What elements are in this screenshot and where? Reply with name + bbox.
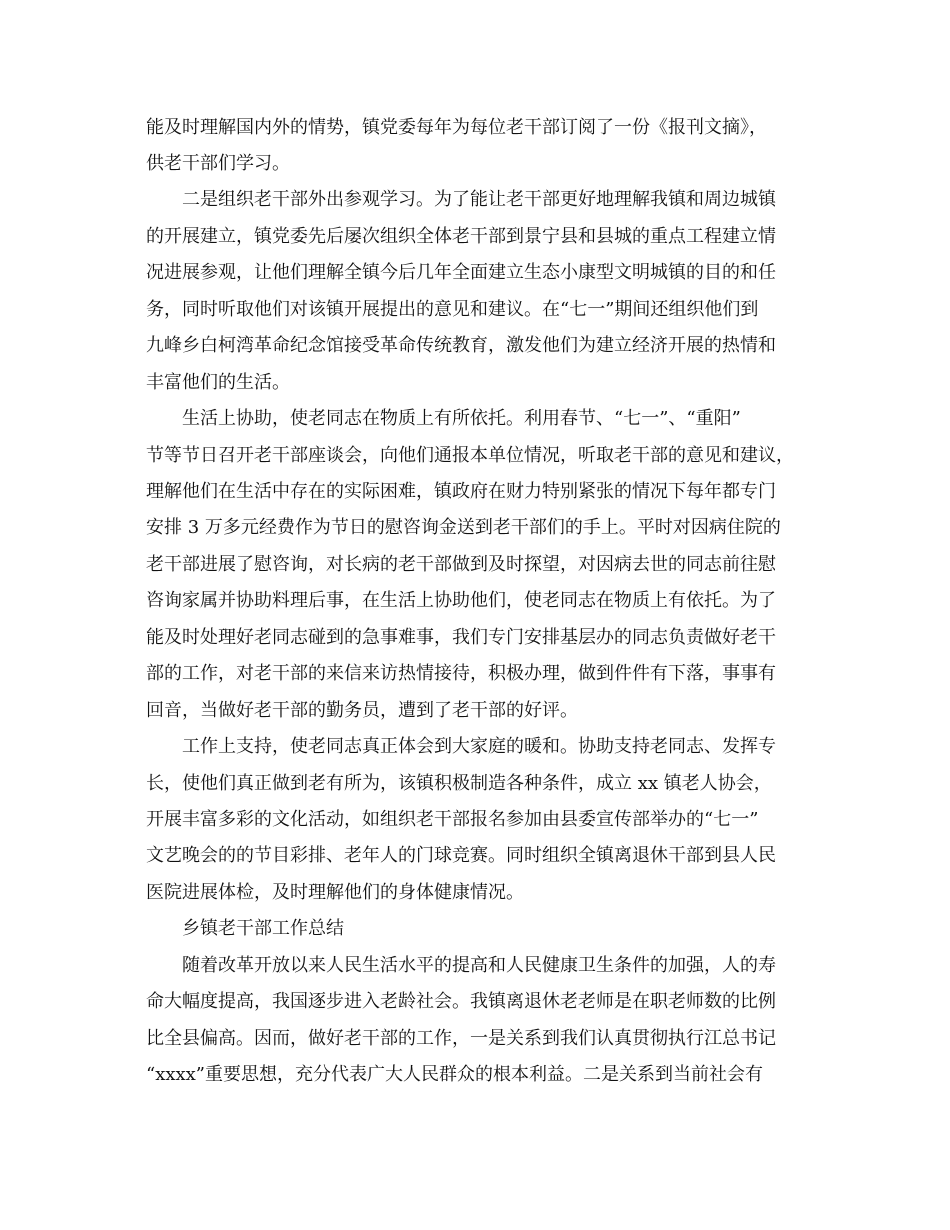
text-line: 况进展参观，让他们理解全镇今后几年全面建立生态小康型文明城镇的目的和任 (146, 262, 776, 283)
text-line: “xxxx”重要思想，充分代表广大人民群众的根本利益。二是关系到当前社会有 (146, 1064, 764, 1085)
text-line: 老干部进展了慰咨询，对长病的老干部做到及时探望，对因病去世的同志前往慰 (146, 554, 776, 575)
text-line: 九峰乡白柯湾革命纪念馆接受革命传统教育，激发他们为建立经济开展的热情和 (146, 335, 776, 356)
paragraph-start: 工作上支持，使老同志真正体会到大家庭的暖和。协助支持老同志、发挥专 (182, 736, 776, 757)
text-line: 回音，当做好老干部的勤务员，遭到了老干部的好评。 (146, 700, 578, 721)
text-line: 供老干部们学习。 (146, 153, 290, 174)
paragraph-start: 随着改革开放以来人民生活水平的提高和人民健康卫生条件的加强，人的寿 (182, 955, 776, 976)
text-line: 的开展建立，镇党委先后屡次组织全体老干部到景宁县和县城的重点工程建立情 (146, 226, 776, 247)
text-line: 节等节日召开老干部座谈会，向他们通报本单位情况，听取老干部的意见和建议， (146, 445, 794, 466)
text-line: 开展丰富多彩的文化活动，如组织老干部报名参加由县委宣传部举办的“七一” (146, 809, 759, 830)
text-line: 安排 3 万多元经费作为节日的慰咨询金送到老干部们的手上。平时对因病住院的 (146, 517, 781, 538)
text-line: 能及时处理好老同志碰到的急事难事，我们专门安排基层办的同志负责做好老干 (146, 627, 776, 648)
text-line: 能及时理解国内外的情势，镇党委每年为每位老干部订阅了一份《报刊文摘》， (146, 117, 767, 138)
text-line: 部的工作，对老干部的来信来访热情接待，积极办理，做到件件有下落，事事有 (146, 663, 776, 684)
text-line: 长，使他们真正做到老有所为，该镇积极制造各种条件，成立 xx 镇老人协会， (146, 773, 772, 794)
paragraph-start: 二是组织老干部外出参观学习。为了能让老干部更好地理解我镇和周边城镇 (182, 189, 776, 210)
text-line: 命大幅度提高，我国逐步进入老龄社会。我镇离退休老老师是在职老师数的比例 (146, 991, 776, 1012)
text-line: 咨询家属并协助料理后事，在生活上协助他们，使老同志在物质上有依托。为了 (146, 590, 776, 611)
text-line: 医院进展体检，及时理解他们的身体健康情况。 (146, 882, 524, 903)
text-line: 务，同时听取他们对该镇开展提出的意见和建议。在“七一”期间还组织他们到 (146, 299, 759, 320)
text-line: 理解他们在生活中存在的实际困难，镇政府在财力特别紧张的情况下每年都专门 (146, 481, 776, 502)
text-line: 文艺晚会的的节目彩排、老年人的门球竞赛。同时组织全镇离退休干部到县人民 (146, 845, 776, 866)
text-line: 丰富他们的生活。 (146, 372, 290, 393)
paragraph-start: 生活上协助，使老同志在物质上有所依托。利用春节、“七一”、“重阳” (182, 408, 741, 429)
section-heading: 乡镇老干部工作总结 (182, 918, 344, 939)
text-line: 比全县偏高。因而，做好老干部的工作，一是关系到我们认真贯彻执行江总书记 (146, 1028, 776, 1049)
